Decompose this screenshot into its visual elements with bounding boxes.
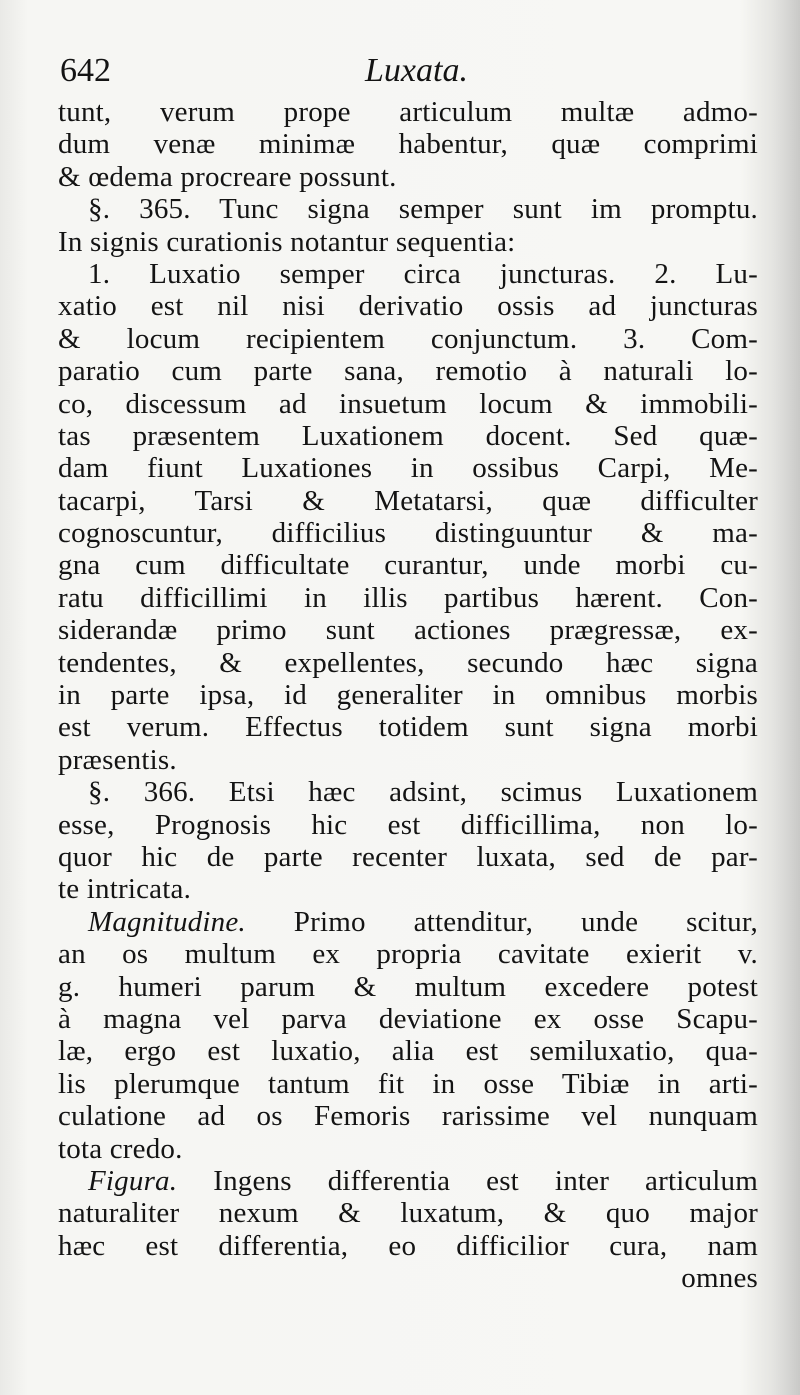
text-line: tota credo. xyxy=(58,1132,183,1165)
text-line: xatio est nil nisi derivatio ossis ad juncturas xyxy=(58,290,758,323)
text-line: tendentes, & expellentes, secundo hæc signa xyxy=(58,646,758,679)
text-line: naturaliter nexum & luxatum, & quo major xyxy=(58,1197,758,1230)
text-line: dam fiunt Luxationes in ossibus Carpi, Me- xyxy=(58,452,758,485)
text-line: & locum recipientem conjunctum. 3. Com- xyxy=(58,322,758,355)
text-line: 1. Luxatio semper circa juncturas. 2. Lu- xyxy=(88,257,758,290)
text-line: g. humeri parum & multum excedere potest xyxy=(58,970,758,1003)
body-text xyxy=(58,96,758,1294)
text-line: & œdema procreare possunt. xyxy=(58,160,397,193)
text-line: paratio cum parte sana, remotio à naturali lo- xyxy=(58,355,758,388)
text-line: In signis curationis notantur sequentia: xyxy=(58,225,516,258)
paragraph-heading-word: Magnitudine. xyxy=(88,905,246,938)
section-366-heading: §. 366. Etsi hæc adsint, scimus Luxationem xyxy=(88,776,758,809)
text-line: dum venæ minimæ habentur, quæ comprimi xyxy=(58,128,758,161)
text-line: ratu difficillimi in illis partibus hærent. Con- xyxy=(58,581,758,614)
text-line: tas præsentem Luxationem docent. Sed quæ- xyxy=(58,419,758,452)
text-line: in parte ipsa, id generaliter in omnibus morbis xyxy=(58,679,758,712)
text-line: co, discessum ad insuetum locum & immobili- xyxy=(58,387,758,420)
text-line: tacarpi, Tarsi & Metatarsi, quæ difficulter xyxy=(58,484,758,517)
text-line: gna cum difficultate curantur, unde morbi cu- xyxy=(58,549,758,582)
text-line: esse, Prognosis hic est difficillima, non lo- xyxy=(58,808,758,841)
text-line: siderandæ primo sunt actiones prægressæ, ex- xyxy=(58,614,758,647)
catchword: omnes xyxy=(681,1262,758,1295)
text-line: lis plerumque tantum fit in osse Tibiæ in arti- xyxy=(58,1067,758,1100)
paragraph-heading-word: Figura. xyxy=(88,1164,178,1197)
magnitudine-paragraph-start: Magnitudine. Primo attenditur, unde scitur, xyxy=(88,905,758,938)
text-line: læ, ergo est luxatio, alia est semiluxatio, qua- xyxy=(58,1035,758,1068)
page-header xyxy=(60,50,760,92)
text-line: cognoscuntur, difficilius distinguuntur & ma- xyxy=(58,517,758,550)
text-line: culatione ad os Femoris rarissime vel nunquam xyxy=(58,1100,758,1133)
page-edge-shadow xyxy=(770,0,800,1395)
section-365-heading: §. 365. Tunc signa semper sunt im promptu. xyxy=(88,193,758,226)
text-line: tunt, verum prope articulum multæ admo- xyxy=(58,96,758,128)
text-line: est verum. Effectus totidem sunt signa morbi xyxy=(58,711,758,744)
figura-paragraph-start: Figura. Ingens differentia est inter articulum xyxy=(88,1164,758,1197)
text-line: quor hic de parte recenter luxata, sed de par- xyxy=(58,840,758,873)
text-line: à magna vel parva deviatione ex osse Scapu- xyxy=(58,1002,758,1035)
text-line: te intricata. xyxy=(58,873,192,906)
running-title: Luxata. xyxy=(365,52,468,89)
text-line: præsentis. xyxy=(58,743,177,776)
page-number: 642 xyxy=(60,52,111,89)
text-line: an os multum ex propria cavitate exierit v. xyxy=(58,938,758,971)
text-line: hæc est differentia, eo difficilior cura, nam xyxy=(58,1229,758,1262)
